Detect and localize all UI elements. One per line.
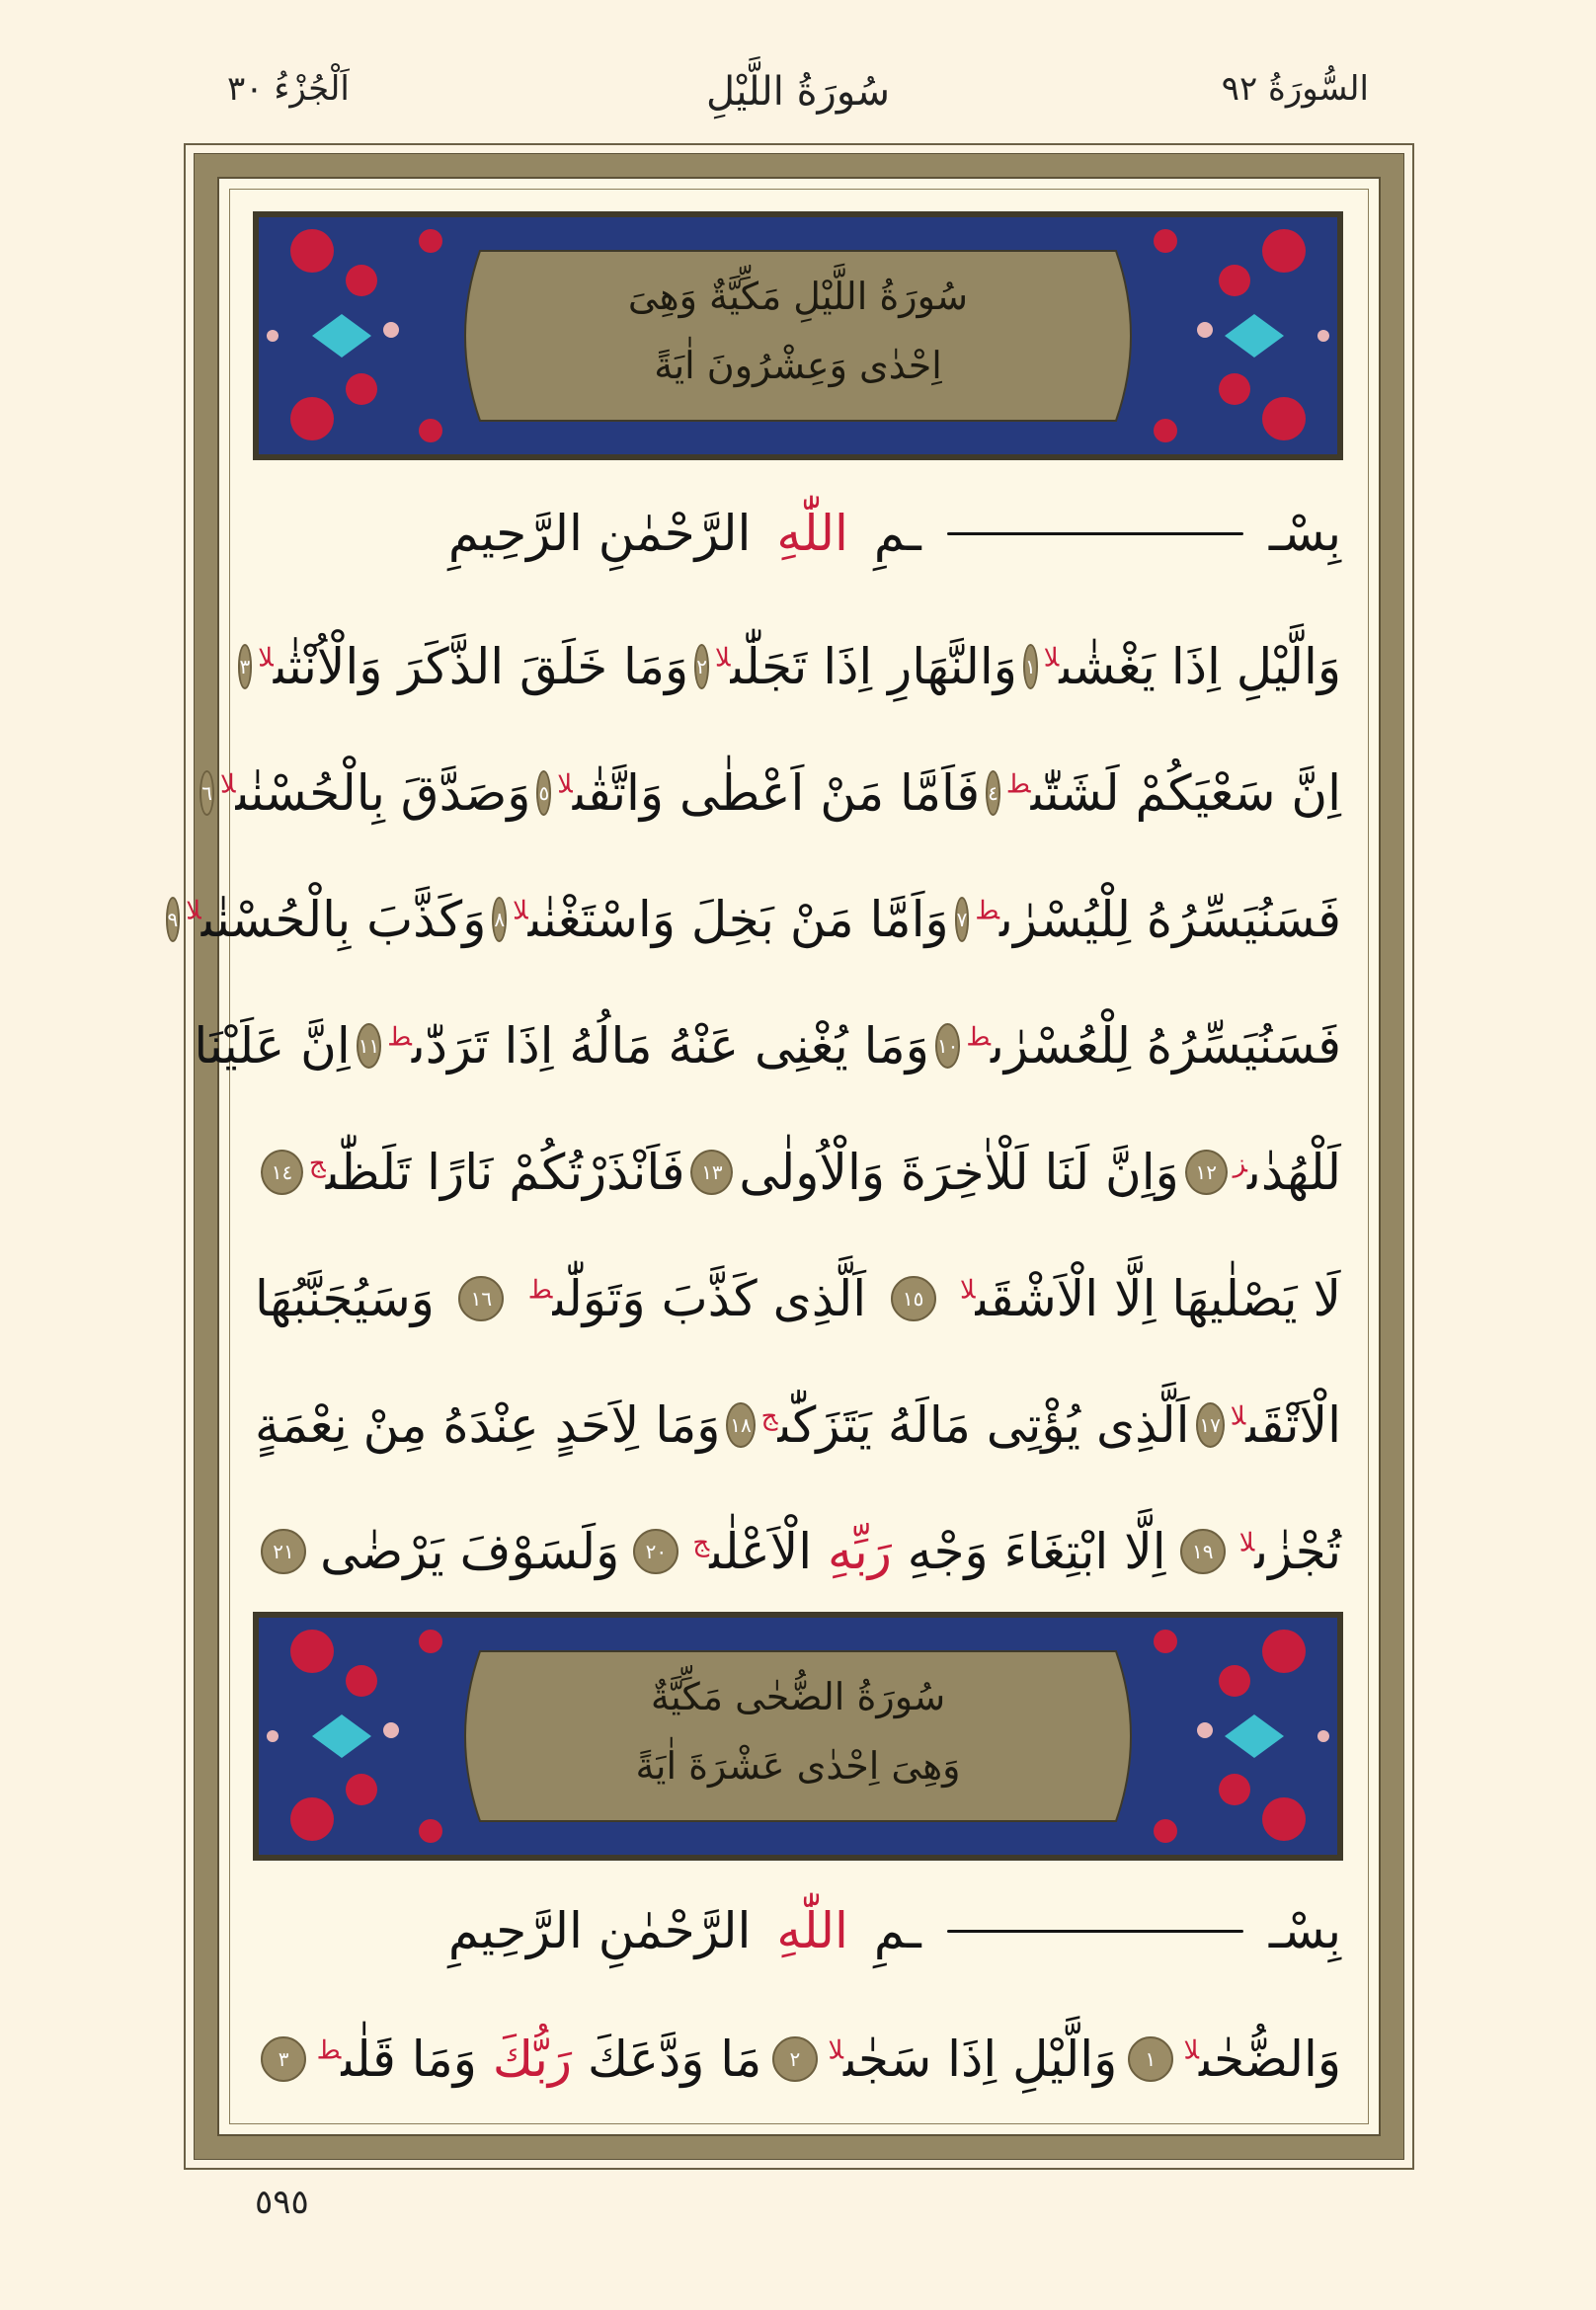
ayah-number: ٣: [261, 2036, 306, 2082]
stop-mark: ط: [1005, 769, 1031, 800]
ayah-number: ٣: [238, 644, 253, 689]
verse-text: وَلَسَوْفَ يَرْضٰى: [320, 1523, 620, 1580]
ayah-number: ١٩: [1180, 1529, 1226, 1574]
ayah-number: ٤: [986, 770, 1000, 816]
bismillah-rest: الرَّحْمٰنِ الرَّحِيمِ: [447, 505, 752, 562]
bismillah-start: بِسْـ: [1268, 1902, 1341, 1959]
verse-line: [255, 1371, 1341, 1479]
verse-text: تُجْزٰى: [1254, 1523, 1341, 1580]
verse-text: وَالضُّحٰى: [1199, 2031, 1341, 2088]
ayah-number: ٨: [492, 897, 507, 942]
stop-mark: ط: [387, 1022, 412, 1053]
ayah-number: ١٧: [1196, 1402, 1225, 1448]
stop-mark: ج: [760, 1401, 778, 1432]
stop-mark: لا: [1230, 1401, 1246, 1432]
verse-text: فَسَنُيَسِّرُهُ لِلْعُسْرٰى: [991, 1017, 1341, 1075]
ayah-number: ١٦: [458, 1276, 504, 1321]
verse-text: مَا وَدَّعَكَ: [587, 2031, 762, 2088]
verse-text: وَمَا لِاَحَدٍ عِنْدَهُ مِنْ نِعْمَةٍ: [255, 1396, 721, 1454]
verse-text: اَلَّذِى يُؤْتِى مَالَهُ يَتَزَكّٰى: [777, 1396, 1190, 1454]
ayah-number: ١٥: [891, 1276, 936, 1321]
verse-text: لَا يَصْلٰيهَا اِلَّا الْاَشْقَى: [975, 1270, 1341, 1327]
ayah-number: ٩: [166, 897, 181, 942]
verse-text: وَمَا خَلَقَ الذَّكَرَ وَالْاُنْثٰى: [273, 638, 689, 695]
verse-text: وَالنَّهَارِ اِذَا تَجَلّٰى: [730, 638, 1017, 695]
stop-mark: لا: [1043, 643, 1060, 674]
verse-text: الْاَتْقَى: [1245, 1396, 1341, 1454]
stop-mark: لا: [513, 896, 528, 926]
stop-mark: ط: [527, 1275, 553, 1306]
stop-mark: لا: [258, 643, 274, 674]
banner-title-line2: وَهِىَ اِحْدٰى عَشْرَةَ اٰيَةً: [635, 1744, 961, 1788]
verse-line: [239, 612, 1341, 721]
ayah-number: ٥: [536, 770, 551, 816]
verse-text: الْاَعْلٰى: [709, 1523, 813, 1580]
stop-mark: لا: [1183, 2035, 1199, 2066]
verse-text: فَسَنُيَسِّرُهُ لِلْيُسْرٰى: [999, 891, 1341, 948]
verse-text: وَاِنَّ لَنَا لَلْاٰخِرَةَ وَالْاُولٰى: [739, 1144, 1179, 1201]
verse-line: [255, 2005, 1341, 2113]
sura-banner-ad-duha: [253, 1612, 1343, 1861]
verse-line: [255, 1497, 1341, 1606]
bismillah-allah: اللّٰهِ: [776, 1902, 848, 1959]
verse-text: وَالَّيْلِ اِذَا يَغْشٰى: [1059, 638, 1341, 695]
verse-text: لَلْهُدٰى: [1247, 1144, 1341, 1201]
page-header: [0, 69, 1596, 128]
header-sura-number: السُّورَةُ ٩٢: [1221, 69, 1369, 109]
ayah-number: ٦: [200, 770, 214, 816]
verse-text-rabbihi: رَبِّهِ: [828, 1523, 892, 1580]
verse-text: وَالَّيْلِ اِذَا سَجٰى: [842, 2031, 1118, 2088]
ayah-number: ١٢: [1185, 1150, 1228, 1195]
bismillah-start: بِسْـ: [1268, 505, 1341, 562]
stop-mark: ج: [308, 1149, 326, 1179]
header-sura-name: سُورَةُ اللَّيْلِ: [705, 69, 891, 115]
verse-text: وَمَا قَلٰى: [341, 2031, 477, 2088]
bismillah-mim: ـمِ: [873, 505, 921, 562]
verse-line: [255, 1118, 1341, 1227]
bismillah-line: [255, 479, 1341, 588]
verse-line: [167, 865, 1341, 974]
banner-title-line2: اِحْدٰى وَعِشْرُونَ اٰيَةً: [654, 344, 942, 387]
verse-text: اَلَّذِى كَذَّبَ وَتَوَلّٰى: [552, 1270, 867, 1327]
verse-text: اِنَّ سَعْيَكُمْ لَشَتّٰى: [1030, 764, 1341, 822]
banner-ornament: [253, 1612, 1343, 1861]
ayah-number: ١٨: [726, 1402, 755, 1448]
ayah-number: ١٤: [261, 1150, 303, 1195]
page-number: ٥٩٥: [255, 2183, 309, 2222]
bismillah-allah: اللّٰهِ: [776, 505, 848, 562]
verse-text: فَاَنْذَرْتُكُمْ نَارًا تَلَظّٰى: [325, 1144, 685, 1201]
stop-mark: لا: [1238, 1528, 1255, 1558]
header-juz: اَلْجُزْءُ ٣٠: [227, 69, 350, 109]
ayah-number: ٢٠: [633, 1529, 678, 1574]
stop-mark: لا: [219, 769, 236, 800]
stop-mark: لا: [828, 2035, 843, 2066]
stop-mark: لا: [714, 643, 731, 674]
banner-ornament: [253, 211, 1343, 460]
verse-text: وَاَمَّا مَنْ بَخِلَ وَاسْتَغْنٰى: [527, 891, 949, 948]
ayah-number: ١: [1023, 644, 1038, 689]
verse-text: وَصَدَّقَ بِالْحُسْنٰى: [235, 764, 531, 822]
bismillah-extension: [947, 1930, 1243, 1933]
verse-text-rabbuka: رَبُّكَ: [492, 2031, 573, 2088]
stop-mark: ط: [975, 896, 1000, 926]
banner-title-line1: سُورَةُ اللَّيْلِ مَكِّيَّةٌ وَهِىَ: [627, 275, 969, 318]
ayah-number: ٢: [694, 644, 709, 689]
ayah-number: ٢١: [261, 1529, 306, 1574]
verse-text: وَكَذَّبَ بِالْحُسْنٰى: [200, 891, 487, 948]
verse-text: وَسَيُجَنَّبُهَا: [255, 1270, 435, 1327]
ayah-number: ١٣: [690, 1150, 733, 1195]
stop-mark: لا: [186, 896, 201, 926]
verse-line: [255, 1244, 1341, 1353]
verse-text: اِلَّا ابْتِغَاءَ وَجْهِ: [907, 1523, 1166, 1580]
stop-mark: لا: [557, 769, 573, 800]
banner-title-line1: سُورَةُ الضُّحٰى مَكِّيَّةٌ: [650, 1675, 946, 1718]
verse-line: [194, 992, 1341, 1100]
ayah-number: ٢: [772, 2036, 818, 2082]
bismillah-extension: [947, 532, 1243, 535]
ayah-number: ١١: [357, 1023, 381, 1069]
bismillah-line: [255, 1876, 1341, 1985]
bismillah-rest: الرَّحْمٰنِ الرَّحِيمِ: [447, 1902, 752, 1959]
ayah-number: ١: [1128, 2036, 1173, 2082]
bismillah-mim: ـمِ: [873, 1902, 921, 1959]
stop-mark: ز: [1233, 1149, 1247, 1179]
verse-text: فَاَمَّا مَنْ اَعْطٰى وَاتَّقٰى: [572, 764, 981, 822]
stop-mark: ط: [966, 1022, 992, 1053]
ayah-number: ١٠: [935, 1023, 960, 1069]
ayah-number: ٧: [955, 897, 970, 942]
stop-mark: لا: [960, 1275, 976, 1306]
verse-text: اِنَّ عَلَيْنَا: [194, 1017, 351, 1075]
sura-banner-al-layl: [253, 211, 1343, 460]
stop-mark: ج: [692, 1528, 710, 1558]
verse-line: [201, 739, 1341, 847]
verse-text: وَمَا يُغْنِى عَنْهُ مَالُهُ اِذَا تَرَدّٰى: [411, 1017, 929, 1075]
stop-mark: ط: [316, 2035, 342, 2066]
